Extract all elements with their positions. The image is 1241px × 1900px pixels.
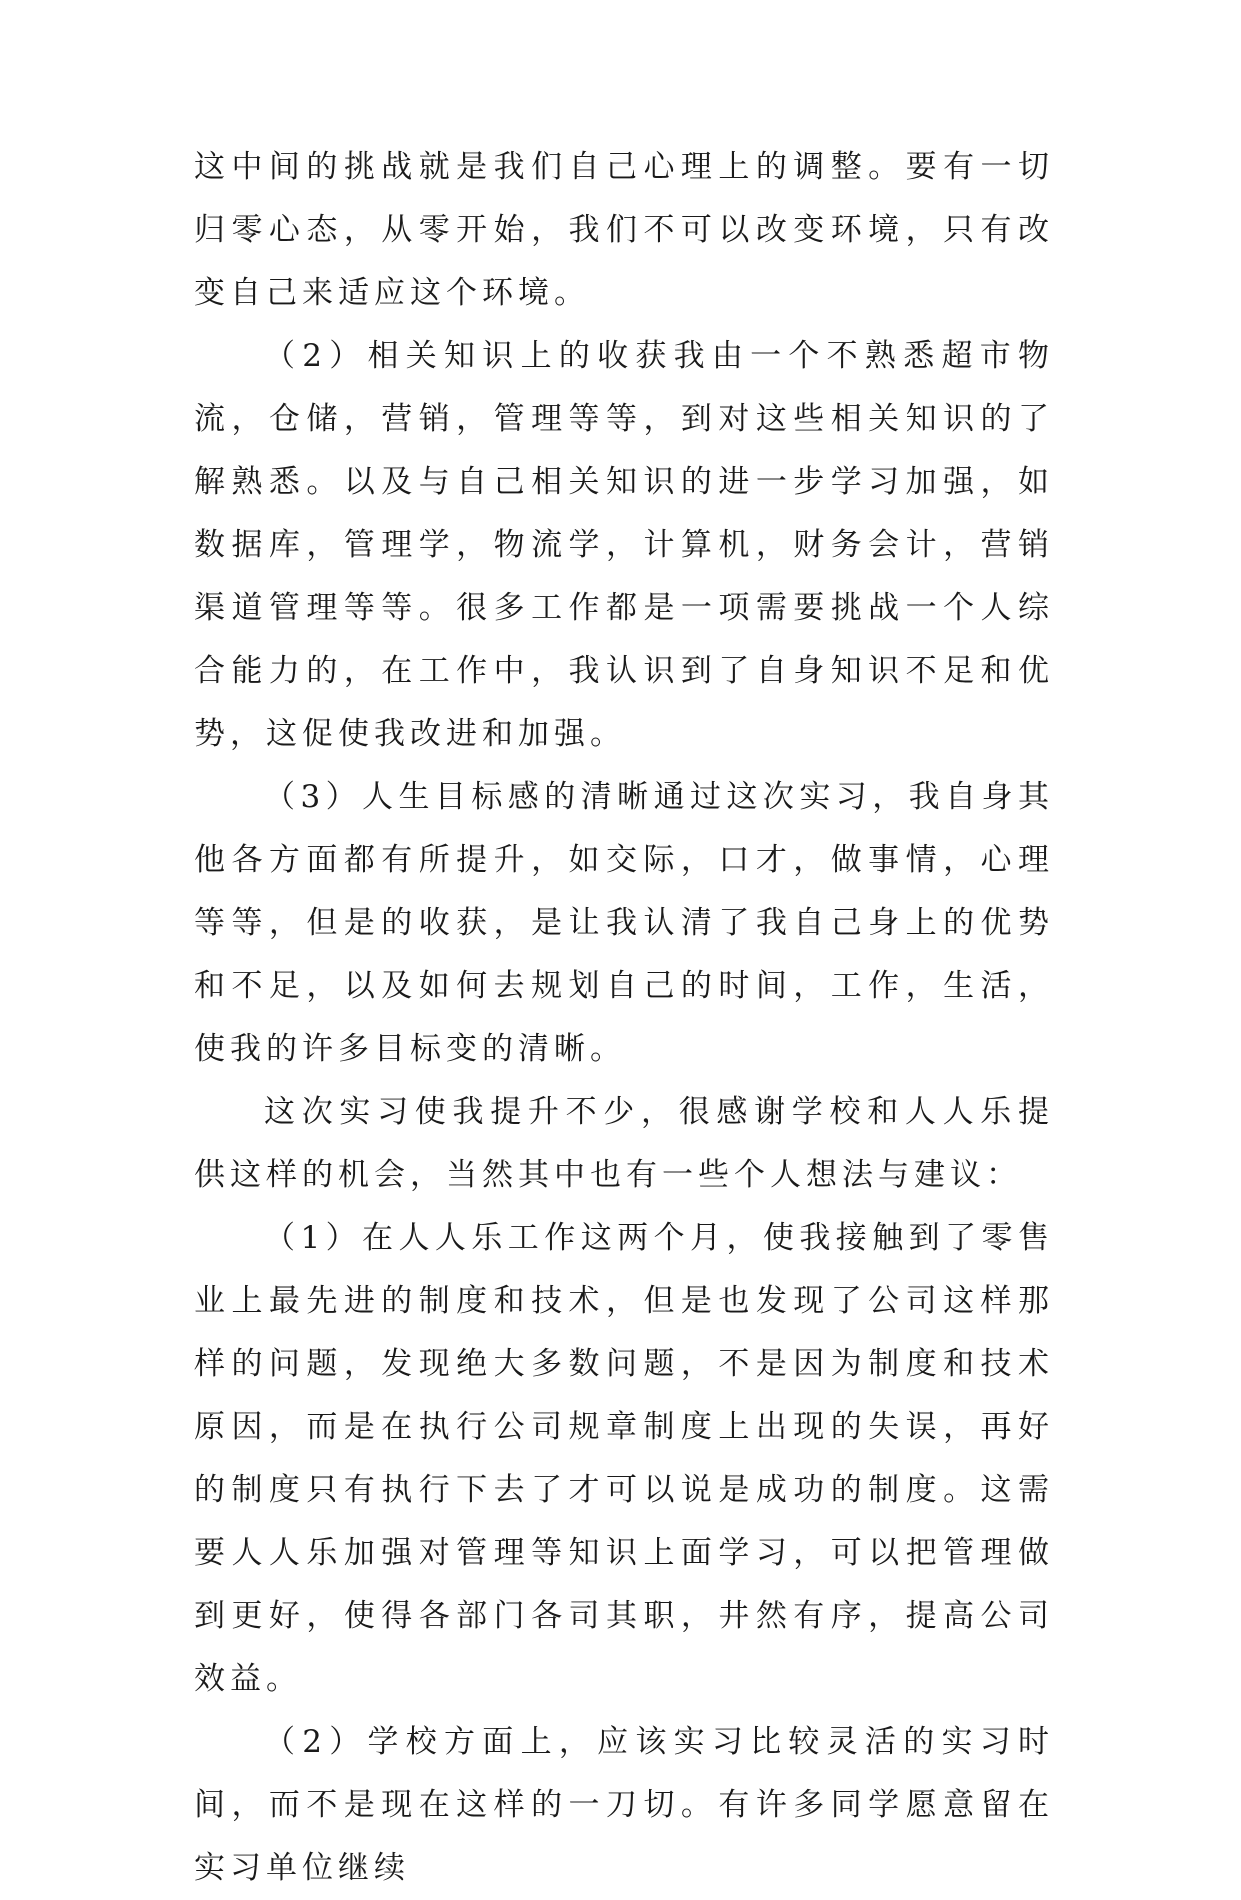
paragraph-suggestion-school: （2）学校方面上，应该实习比较灵活的实习时间，而不是现在这样的一刀切。有许多同学愿意留在实习单位继续 bbox=[194, 1724, 1054, 1886]
paragraph-life-goals: （3）人生目标感的清晰通过这次实习，我自身其他各方面都有所提升，如交际，口才，做事情，心理等等，但是的收获，是让我认清了我自己身上的优势和不足，以及如何去规划自己的时间，工作，生活，使我的许多目标变的清晰。 bbox=[194, 779, 1054, 1067]
document-body bbox=[194, 136, 1054, 1900]
paragraph-knowledge-gains: （2）相关知识上的收获我由一个不熟悉超市物流，仓储，营销，管理等等，到对这些相关知识的了解熟悉。以及与自己相关知识的进一步学习加强，如数据库，管理学，物流学，计算机，财务会计，营销渠道管理等等。很多工作都是一项需要挑战一个人综合能力的，在工作中，我认识到了自身知识不足和优势，这促使我改进和加强。 bbox=[194, 338, 1054, 752]
paragraph-thanks: 这次实习使我提升不少，很感谢学校和人人乐提供这样的机会，当然其中也有一些个人想法与建议： bbox=[194, 1094, 1054, 1193]
paragraph-continuation: 这中间的挑战就是我们自己心理上的调整。要有一切归零心态，从零开始，我们不可以改变环境，只有改变自己来适应这个环境。 bbox=[194, 149, 1054, 311]
paragraph-suggestion-company: （1）在人人乐工作这两个月，使我接触到了零售业上最先进的制度和技术，但是也发现了公司这样那样的问题，发现绝大多数问题，不是因为制度和技术原因，而是在执行公司规章制度上出现的失误，再好的制度只有执行下去了才可以说是成功的制度。这需要人人乐加强对管理等知识上面学习，可以把管理做到更好，使得各部门各司其职，井然有序，提高公司效益。 bbox=[194, 1220, 1054, 1697]
